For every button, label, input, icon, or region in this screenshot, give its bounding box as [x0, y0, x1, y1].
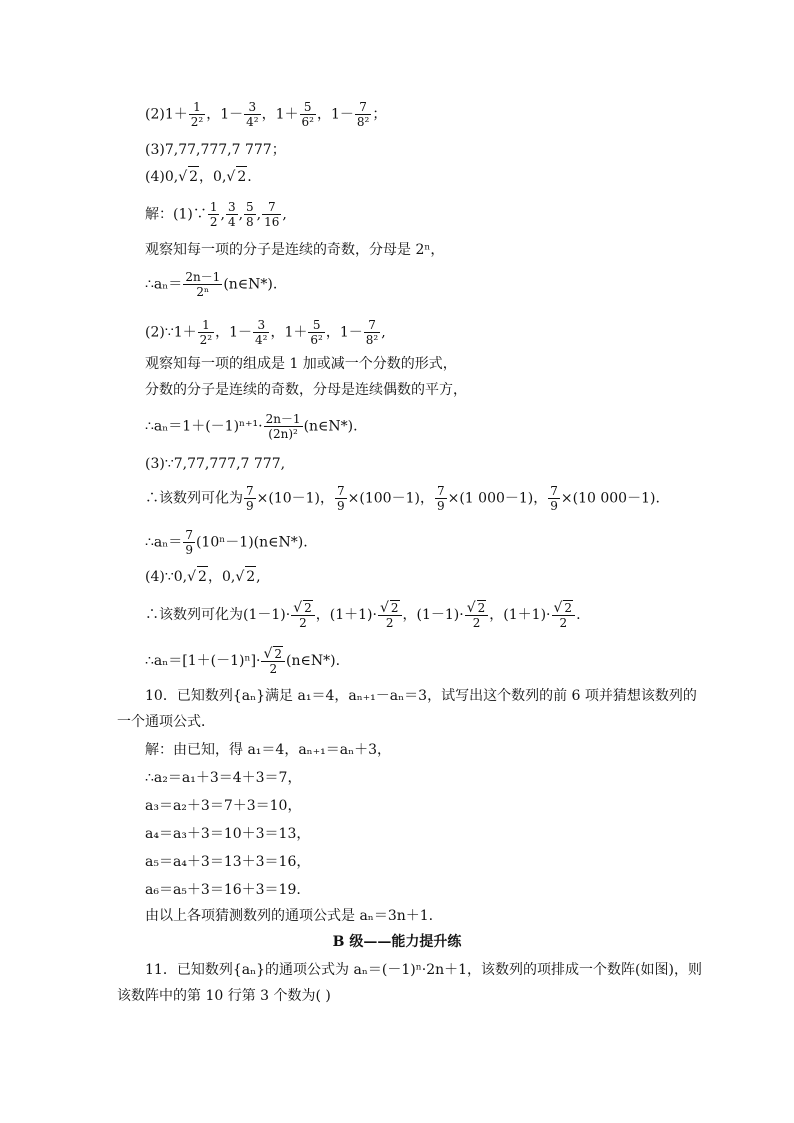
text: ，(1＋1)· [489, 607, 551, 623]
solution-2-line [145, 318, 386, 347]
numerator: 3 [253, 318, 269, 333]
denominator: 4 [227, 215, 236, 229]
denominator: 9 [550, 499, 558, 513]
text: ∴aₙ＝[1＋(－1)ⁿ]· [145, 653, 261, 669]
sqrt-sign: √ [235, 569, 245, 585]
radicand: 2 [564, 601, 573, 615]
fraction [253, 318, 269, 347]
denominator: 8² [356, 115, 370, 129]
radicand: 2 [304, 601, 312, 615]
text: ； [372, 106, 387, 123]
numerator: 7 [185, 528, 193, 542]
fraction [244, 100, 260, 129]
numerator: 7 [355, 100, 371, 115]
denominator: 16 [264, 215, 280, 229]
denominator: 4² [246, 115, 259, 129]
fraction [262, 200, 281, 229]
solution-1-line [145, 200, 287, 229]
text: , [220, 206, 225, 223]
text: ×(1 000－1)， [447, 490, 548, 507]
numerator: 7 [436, 484, 445, 498]
numerator: 3 [244, 100, 260, 115]
text: ，1＋ [270, 324, 308, 341]
numerator: √ 2 [291, 600, 315, 616]
text: ，0, [207, 569, 236, 585]
denominator: 6² [301, 115, 314, 129]
denominator: 2² [199, 333, 213, 347]
numerator: 1 [189, 100, 205, 115]
text: ∴aₙ＝ [145, 276, 183, 293]
denominator: 2ⁿ [196, 285, 210, 299]
radicand: 2 [390, 601, 399, 615]
denominator: 8 [246, 215, 254, 229]
fraction [355, 100, 371, 129]
observation-2: 观察知每一项的组成是 1 加或减一个分数的形式， [145, 356, 457, 372]
formula-an-4 [145, 646, 340, 676]
fraction [189, 100, 205, 129]
text: ∴aₙ＝1＋(－1)ⁿ⁺¹· [145, 418, 263, 435]
numerator: 5 [308, 318, 324, 333]
text: (4)0, [145, 169, 179, 185]
numerator: 1 [198, 318, 214, 333]
text: 解：(1)∵ [145, 206, 207, 223]
numerator: 7 [337, 484, 345, 498]
solution-3-transform [145, 484, 660, 513]
fraction [198, 318, 214, 347]
numerator: √ 2 [552, 600, 576, 616]
fraction [261, 646, 285, 676]
denominator: 2 [299, 616, 307, 630]
text: (2)∵1＋ [145, 324, 197, 341]
fraction [291, 600, 315, 630]
radicand: 2 [236, 166, 247, 187]
text: , [381, 324, 386, 341]
numerator: 2n－1 [185, 270, 221, 284]
solution-4-line [145, 566, 261, 587]
text: ，1－ [325, 324, 363, 341]
section-b-heading: B 级——能力提升练 [332, 934, 462, 950]
text: ，(1－1)· [402, 607, 464, 623]
denominator: 9 [436, 499, 445, 513]
text: . [247, 169, 252, 185]
denominator: 2 [385, 616, 394, 630]
q10-solution-2: ∴a₂＝a₁＋3＝4＋3＝7， [145, 770, 302, 786]
fraction [226, 200, 238, 229]
radicand: 2 [188, 166, 199, 187]
denominator: 2² [190, 115, 204, 129]
numerator: 7 [364, 318, 380, 333]
text: ×(100－1)， [347, 490, 434, 507]
text: (n∈N*). [223, 276, 278, 293]
numerator: 3 [227, 200, 236, 214]
observation-3: 分数的分子是连续的奇数，分母是连续偶数的平方， [145, 382, 467, 398]
text: , [256, 206, 262, 223]
q10-solution-7: 由以上各项猜测数列的通项公式是 aₙ＝3n＋1. [145, 908, 434, 924]
text: ，1－ [215, 324, 253, 341]
fraction [465, 600, 489, 630]
observation-1: 观察知每一项的分子是连续的奇数，分母是 2ⁿ， [145, 242, 445, 258]
text: ∴aₙ＝ [145, 534, 183, 551]
radicand: 2 [197, 566, 208, 587]
denominator: 4² [255, 333, 268, 347]
problem-4-line [145, 166, 252, 187]
denominator: 2 [559, 616, 568, 630]
question-10-line-1: 10．已知数列{aₙ}满足 a₁＝4，aₙ₊₁－aₙ＝3，试写出这个数列的前 6 项并猜想该数列的 [145, 688, 697, 704]
fraction [264, 412, 303, 441]
denominator: 2 [209, 215, 218, 229]
fraction [208, 200, 220, 229]
sqrt-sign: √ [178, 169, 188, 185]
fraction [548, 484, 560, 513]
q10-solution-6: a₆＝a₅＋3＝16＋3＝19. [145, 882, 301, 898]
q10-solution-4: a₄＝a₃＋3＝10＋3＝13， [145, 826, 311, 842]
numerator: 5 [300, 100, 316, 115]
text: (n∈N*). [303, 418, 358, 435]
q10-solution-1: 解：由已知，得 a₁＝4，aₙ₊₁＝aₙ＋3， [145, 742, 392, 758]
fraction [183, 528, 195, 557]
denominator: (2n)² [268, 427, 298, 441]
q10-solution-3: a₃＝a₂＋3＝7＋3＝10， [145, 798, 302, 814]
question-11-line-2: 该数阵中的第 10 行第 3 个数为( ) [117, 988, 331, 1004]
denominator: 8² [365, 333, 379, 347]
text: ，1－ [316, 106, 354, 123]
q10-solution-5: a₅＝a₄＋3＝13＋3＝16， [145, 854, 311, 870]
text: ∴该数列可化为(1－1)· [145, 607, 291, 623]
solution-3-line: (3)∵7,77,777,7 777, [145, 456, 286, 472]
text: (2)1＋ [145, 106, 188, 123]
numerator: √ 2 [465, 600, 489, 616]
radicand: 2 [477, 601, 486, 615]
fraction [435, 484, 447, 513]
text: (10ⁿ－1)(n∈N*). [195, 534, 308, 551]
denominator: 9 [185, 543, 193, 557]
problem-3-line: (3)7,77,777,7 777； [145, 142, 286, 158]
question-11-line-1: 11．已知数列{aₙ}的通项公式为 aₙ＝(－1)ⁿ·2n＋1，该数列的项排成一个数阵(如图)，则 [145, 962, 702, 978]
formula-an-2 [145, 412, 358, 441]
numerator: 5 [246, 200, 254, 214]
denominator: 9 [246, 499, 254, 513]
fraction [244, 200, 256, 229]
text: , [238, 206, 244, 223]
fraction [335, 484, 347, 513]
sqrt-sign: √ [187, 569, 197, 585]
formula-an-1 [145, 270, 277, 299]
numerator: 1 [209, 200, 218, 214]
numerator: 2n－1 [265, 412, 301, 426]
text: ×(10－1)， [256, 490, 335, 507]
text: ×(10 000－1). [560, 490, 660, 507]
denominator: 2 [269, 662, 278, 676]
radicand: 2 [274, 647, 283, 661]
fraction [308, 318, 324, 347]
denominator: 2 [472, 616, 481, 630]
fraction [300, 100, 316, 129]
denominator: 6² [310, 333, 323, 347]
formula-an-3 [145, 528, 308, 557]
numerator: 7 [246, 484, 254, 498]
text: ，(1＋1)· [315, 607, 377, 623]
fraction [183, 270, 222, 299]
radicand: 2 [245, 566, 256, 587]
text: ，1－ [206, 106, 244, 123]
fraction [364, 318, 380, 347]
text: (4)∵0, [145, 569, 188, 585]
fraction [378, 600, 402, 630]
text: ，1＋ [261, 106, 299, 123]
text: ∴该数列可化为 [145, 490, 243, 507]
solution-4-transform [145, 600, 581, 630]
question-10-line-2: 一个通项公式． [117, 714, 215, 730]
fraction [552, 600, 576, 630]
numerator: 7 [550, 484, 558, 498]
text: , [282, 206, 287, 223]
text: ，0, [199, 169, 227, 185]
denominator: 9 [337, 499, 345, 513]
sqrt-sign: √ [226, 169, 236, 185]
problem-2-line [145, 100, 386, 129]
numerator: √ 2 [261, 646, 285, 662]
text: . [576, 607, 581, 623]
numerator: 7 [262, 200, 281, 215]
fraction [244, 484, 256, 513]
numerator: √ 2 [378, 600, 402, 616]
text: , [256, 569, 261, 585]
text: (n∈N*). [286, 653, 341, 669]
